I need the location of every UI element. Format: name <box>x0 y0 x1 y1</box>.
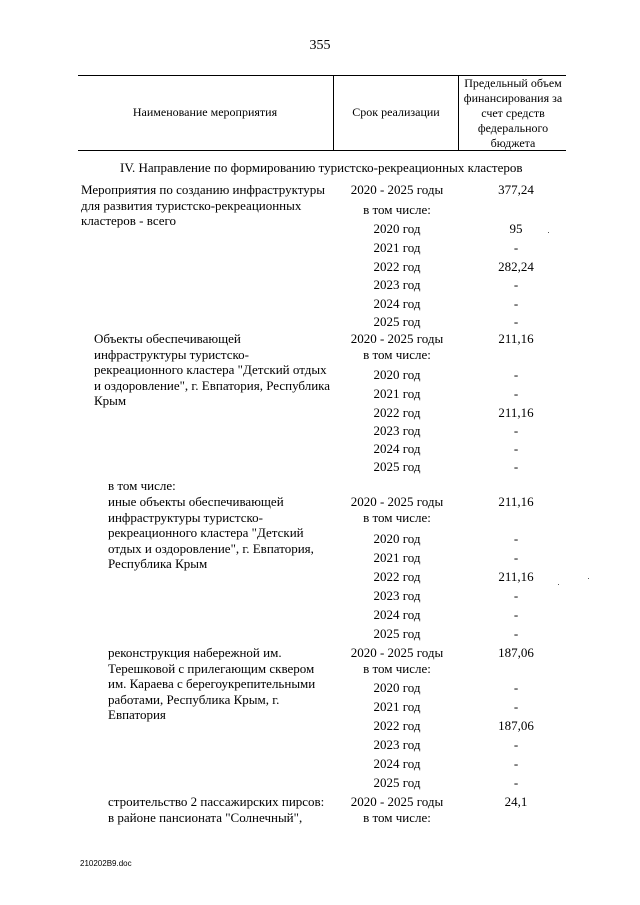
period-cell: в том числе: <box>363 202 431 217</box>
header-amount: Предельный объем финансирования за счет средств федерального бюджета <box>463 76 563 150</box>
measure-name: Мероприятия по созданию инфраструктуры для развития туристско-рекреационных кластеров - всего <box>81 182 325 228</box>
amount-cell: - <box>513 296 519 311</box>
period-cell: 2021 год <box>373 240 421 255</box>
period-cell: 2020 - 2025 годы <box>350 182 444 197</box>
period-cell: 2020 - 2025 годы <box>350 794 444 809</box>
period-cell: 2021 год <box>373 386 421 401</box>
amount-cell: 187,06 <box>498 645 534 660</box>
period-cell: 2025 год <box>373 314 421 329</box>
measure-name: иные объекты обеспечивающей инфраструктуры туристско-рекреационного кластера "Детский отдых и оздоровление", г. Евпатория, Республика Крым <box>108 494 314 571</box>
header-divider-2 <box>458 75 459 150</box>
period-cell: 2023 год <box>373 277 421 292</box>
amount-cell: 187,06 <box>498 718 534 733</box>
period-cell: 2020 - 2025 годы <box>350 494 444 509</box>
amount-cell: 95 <box>509 221 523 236</box>
amount-cell: - <box>513 775 519 790</box>
period-cell: 2023 год <box>373 423 421 438</box>
period-cell: 2022 год <box>373 718 421 733</box>
footer-doc-code: 210202В9.doc <box>80 859 132 868</box>
amount-cell: - <box>513 277 519 292</box>
period-cell: 2022 год <box>373 259 421 274</box>
amount-cell: 377,24 <box>498 182 534 197</box>
period-cell: 2021 год <box>373 550 421 565</box>
period-cell: 2024 год <box>373 756 421 771</box>
period-cell: 2020 - 2025 годы <box>350 331 444 346</box>
period-cell: 2020 год <box>373 531 421 546</box>
period-cell: 2022 год <box>373 405 421 420</box>
period-cell: 2025 год <box>373 775 421 790</box>
period-cell: 2025 год <box>373 459 421 474</box>
amount-cell: - <box>513 550 519 565</box>
scan-speck <box>588 578 589 579</box>
amount-cell: 24,1 <box>504 794 528 809</box>
amount-cell: - <box>513 386 519 401</box>
period-cell: в том числе: <box>363 661 431 676</box>
header-divider-1 <box>333 75 334 150</box>
amount-cell: - <box>513 737 519 752</box>
measure-name: строительство 2 пассажирских пирсов: в районе пансионата "Солнечный", <box>108 794 325 825</box>
header-period: Срок реализации <box>352 105 440 119</box>
period-cell: 2025 год <box>373 626 421 641</box>
amount-cell: - <box>513 423 519 438</box>
period-cell: 2023 год <box>373 588 421 603</box>
period-cell: в том числе: <box>363 347 431 362</box>
scan-speck <box>558 584 559 585</box>
period-cell: 2023 год <box>373 737 421 752</box>
section-title: IV. Направление по формированию туристско-рекреационных кластеров <box>120 160 523 175</box>
amount-cell: - <box>513 314 519 329</box>
amount-cell: - <box>513 367 519 382</box>
period-cell: в том числе: <box>363 510 431 525</box>
period-cell: 2020 - 2025 годы <box>350 645 444 660</box>
amount-cell: - <box>513 459 519 474</box>
period-cell: 2024 год <box>373 296 421 311</box>
amount-cell: - <box>513 531 519 546</box>
amount-cell: - <box>513 756 519 771</box>
amount-cell: - <box>513 607 519 622</box>
amount-cell: 211,16 <box>498 494 534 509</box>
period-cell: 2024 год <box>373 607 421 622</box>
period-cell: 2020 год <box>373 367 421 382</box>
amount-cell: 211,16 <box>498 405 534 420</box>
measure-name: Объекты обеспечивающей инфраструктуры туристско-рекреационного кластера "Детский отдых и оздоровление", г. Евпатория, Республика Крым <box>94 331 331 408</box>
page-number: 355 <box>309 38 331 53</box>
period-cell: 2020 год <box>373 221 421 236</box>
scan-speck <box>548 232 549 233</box>
amount-cell: - <box>513 680 519 695</box>
amount-cell: - <box>513 699 519 714</box>
amount-cell: 211,16 <box>498 569 534 584</box>
period-cell: в том числе: <box>363 810 431 825</box>
amount-cell: - <box>513 626 519 641</box>
amount-cell: - <box>513 240 519 255</box>
amount-cell: 282,24 <box>498 259 534 274</box>
period-cell: 2022 год <box>373 569 421 584</box>
period-cell: 2024 год <box>373 441 421 456</box>
period-cell: 2020 год <box>373 680 421 695</box>
period-cell: 2021 год <box>373 699 421 714</box>
amount-cell: - <box>513 588 519 603</box>
measure-name: реконструкция набережной им. Терешковой с прилегающим сквером им. Караева с берегоукрепительными работами, Республика Крым, г. Евпатория <box>108 645 316 722</box>
amount-cell: - <box>513 441 519 456</box>
header-name: Наименование мероприятия <box>132 105 278 119</box>
sub-heading: в том числе: <box>108 478 176 493</box>
amount-cell: 211,16 <box>498 331 534 346</box>
